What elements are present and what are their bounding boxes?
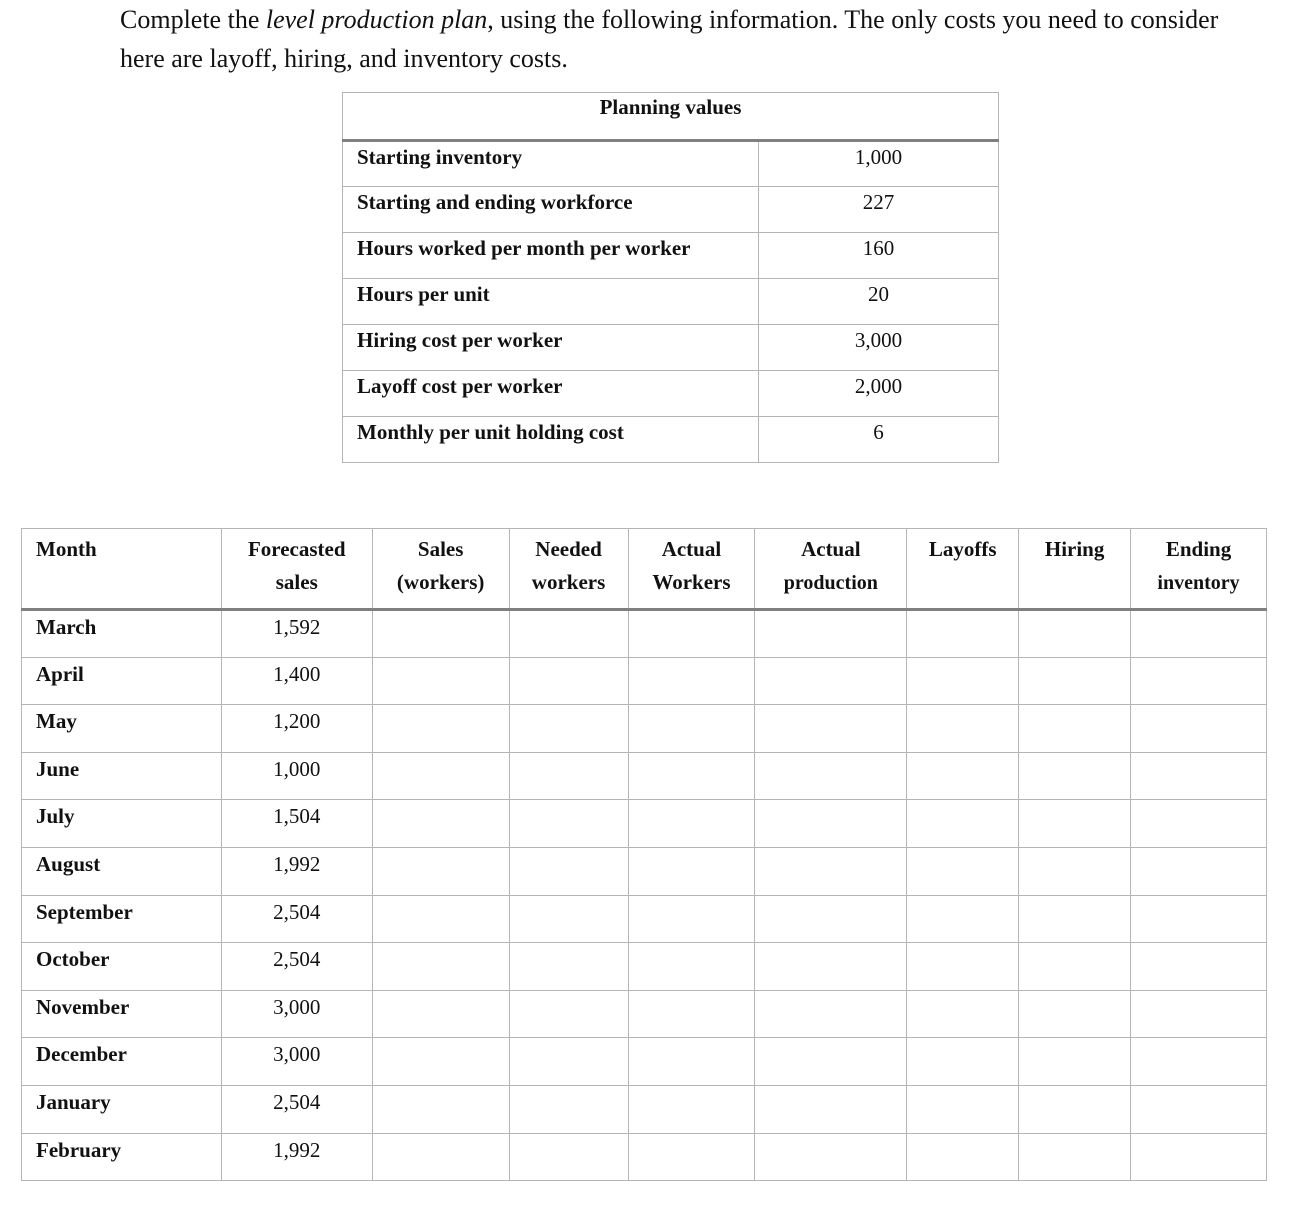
actual-workers-cell[interactable] [628, 1038, 755, 1086]
actual-workers-cell[interactable] [628, 895, 755, 943]
needed-workers-cell[interactable] [509, 1133, 628, 1181]
header-ending-inventory [1131, 529, 1267, 610]
actual-production-cell[interactable] [755, 752, 907, 800]
header-line: production [783, 572, 878, 594]
header-line: Ending [1165, 537, 1232, 561]
hiring-cell[interactable] [1019, 705, 1131, 753]
table-row [22, 895, 1267, 943]
needed-workers-cell[interactable] [509, 705, 628, 753]
sales-workers-cell[interactable] [372, 1133, 509, 1181]
actual-production-cell[interactable] [755, 705, 907, 753]
forecasted-sales-cell: 1,400 [221, 657, 372, 705]
table-row [22, 705, 1267, 753]
sales-workers-cell[interactable] [372, 610, 509, 658]
hiring-cell[interactable] [1019, 895, 1131, 943]
forecasted-sales-cell: 1,200 [221, 705, 372, 753]
actual-production-cell[interactable] [755, 847, 907, 895]
layoffs-cell[interactable] [907, 1133, 1019, 1181]
planning-values-table [342, 92, 999, 463]
header-actual-workers [628, 529, 755, 610]
actual-production-cell[interactable] [755, 800, 907, 848]
layoffs-cell[interactable] [907, 610, 1019, 658]
planning-value-cell: 20 [759, 279, 999, 325]
header-sales-workers [372, 529, 509, 610]
actual-workers-cell[interactable] [628, 1085, 755, 1133]
needed-workers-cell[interactable] [509, 610, 628, 658]
table-row [22, 1133, 1267, 1181]
header-line: Actual [661, 537, 722, 561]
month-cell: January [22, 1085, 222, 1133]
instructions-before: Complete the [120, 5, 266, 34]
planning-value-label: Monthly per unit holding cost [343, 417, 759, 463]
instructions-emphasis: level production plan [265, 5, 488, 34]
header-layoffs [907, 529, 1019, 610]
forecasted-sales-cell: 2,504 [221, 943, 372, 991]
hiring-cell[interactable] [1019, 752, 1131, 800]
hiring-cell[interactable] [1019, 610, 1131, 658]
table-row [22, 990, 1267, 1038]
header-line: Sales [417, 537, 464, 561]
header-line: Month [36, 537, 97, 561]
needed-workers-cell[interactable] [509, 752, 628, 800]
sales-workers-cell[interactable] [372, 1038, 509, 1086]
hiring-cell[interactable] [1019, 800, 1131, 848]
layoffs-cell[interactable] [907, 705, 1019, 753]
header-line: (workers) [396, 570, 485, 594]
forecasted-sales-cell: 2,504 [221, 1085, 372, 1133]
table-row [22, 943, 1267, 991]
ending-inventory-cell[interactable] [1131, 1085, 1267, 1133]
header-hiring [1019, 529, 1131, 610]
sales-workers-cell[interactable] [372, 657, 509, 705]
actual-production-cell[interactable] [755, 990, 907, 1038]
actual-workers-cell[interactable] [628, 943, 755, 991]
sales-workers-cell[interactable] [372, 800, 509, 848]
actual-production-cell[interactable] [755, 1133, 907, 1181]
header-needed-workers [509, 529, 628, 610]
header-line: inventory [1157, 572, 1240, 594]
actual-production-cell[interactable] [755, 1085, 907, 1133]
header-line: Hiring [1044, 537, 1105, 561]
actual-workers-cell[interactable] [628, 1133, 755, 1181]
forecasted-sales-cell: 1,504 [221, 800, 372, 848]
forecasted-sales-cell: 1,992 [221, 847, 372, 895]
layoffs-cell[interactable] [907, 657, 1019, 705]
actual-workers-cell[interactable] [628, 657, 755, 705]
planning-value-cell: 1,000 [759, 141, 999, 187]
hiring-cell[interactable] [1019, 657, 1131, 705]
planning-values-row [343, 325, 999, 371]
layoffs-cell[interactable] [907, 1085, 1019, 1133]
ending-inventory-cell[interactable] [1131, 990, 1267, 1038]
planning-value-label: Hiring cost per worker [343, 325, 759, 371]
sales-workers-cell[interactable] [372, 847, 509, 895]
ending-inventory-cell[interactable] [1131, 943, 1267, 991]
needed-workers-cell[interactable] [509, 943, 628, 991]
planning-value-label: Layoff cost per worker [343, 371, 759, 417]
hiring-cell[interactable] [1019, 1085, 1131, 1133]
actual-production-cell[interactable] [755, 1038, 907, 1086]
ending-inventory-cell[interactable] [1131, 610, 1267, 658]
forecasted-sales-cell: 3,000 [221, 1038, 372, 1086]
needed-workers-cell[interactable] [509, 657, 628, 705]
instructions-text [120, 0, 1240, 78]
table-row [22, 1085, 1267, 1133]
needed-workers-cell[interactable] [509, 990, 628, 1038]
planning-values-header-row [343, 93, 999, 141]
header-month [22, 529, 222, 610]
planning-values-row [343, 417, 999, 463]
layoffs-cell[interactable] [907, 800, 1019, 848]
ending-inventory-cell[interactable] [1131, 752, 1267, 800]
actual-workers-cell[interactable] [628, 752, 755, 800]
instructions-after: , using the following information. The only costs you need to consider here are layoff, hiring, and inventory costs. [120, 5, 1219, 73]
forecasted-sales-cell: 2,504 [221, 895, 372, 943]
month-cell: May [22, 705, 222, 753]
planning-values-title: Planning values [343, 93, 999, 141]
actual-production-cell[interactable] [755, 657, 907, 705]
table-row [22, 752, 1267, 800]
planning-values-row [343, 141, 999, 187]
header-forecasted-sales [221, 529, 372, 610]
sales-workers-cell[interactable] [372, 705, 509, 753]
actual-production-cell[interactable] [755, 895, 907, 943]
planning-value-label: Starting inventory [343, 141, 759, 187]
sales-workers-cell[interactable] [372, 752, 509, 800]
needed-workers-cell[interactable] [509, 800, 628, 848]
planning-values-row [343, 187, 999, 233]
header-line: Layoffs [928, 537, 997, 561]
actual-workers-cell[interactable] [628, 800, 755, 848]
forecasted-sales-cell: 1,992 [221, 1133, 372, 1181]
layoffs-cell[interactable] [907, 847, 1019, 895]
planning-value-label: Starting and ending workforce [343, 187, 759, 233]
actual-workers-cell[interactable] [628, 990, 755, 1038]
forecasted-sales-cell: 1,000 [221, 752, 372, 800]
header-line: workers [531, 570, 606, 594]
month-cell: November [22, 990, 222, 1038]
ending-inventory-cell[interactable] [1131, 1133, 1267, 1181]
ending-inventory-cell[interactable] [1131, 847, 1267, 895]
month-cell: August [22, 847, 222, 895]
month-cell: December [22, 1038, 222, 1086]
header-actual-production [755, 529, 907, 610]
header-line: Needed [535, 537, 602, 561]
month-cell: April [22, 657, 222, 705]
layoffs-cell[interactable] [907, 990, 1019, 1038]
sales-workers-cell[interactable] [372, 943, 509, 991]
planning-value-cell: 2,000 [759, 371, 999, 417]
actual-workers-cell[interactable] [628, 705, 755, 753]
actual-production-cell[interactable] [755, 610, 907, 658]
header-line: sales [275, 570, 318, 594]
planning-values-row [343, 371, 999, 417]
header-line: Actual [801, 537, 861, 561]
month-cell: October [22, 943, 222, 991]
planning-values-row [343, 233, 999, 279]
month-cell: March [22, 610, 222, 658]
plan-header-row [22, 529, 1267, 610]
planning-values-row [343, 279, 999, 325]
ending-inventory-cell[interactable] [1131, 895, 1267, 943]
hiring-cell[interactable] [1019, 990, 1131, 1038]
hiring-cell[interactable] [1019, 1133, 1131, 1181]
needed-workers-cell[interactable] [509, 1038, 628, 1086]
planning-value-label: Hours per unit [343, 279, 759, 325]
ending-inventory-cell[interactable] [1131, 657, 1267, 705]
month-cell: September [22, 895, 222, 943]
ending-inventory-cell[interactable] [1131, 705, 1267, 753]
header-line: Forecasted [247, 537, 346, 561]
planning-value-cell: 3,000 [759, 325, 999, 371]
layoffs-cell[interactable] [907, 752, 1019, 800]
sales-workers-cell[interactable] [372, 1085, 509, 1133]
actual-workers-cell[interactable] [628, 610, 755, 658]
planning-value-cell: 227 [759, 187, 999, 233]
table-row [22, 657, 1267, 705]
layoffs-cell[interactable] [907, 1038, 1019, 1086]
sales-workers-cell[interactable] [372, 895, 509, 943]
ending-inventory-cell[interactable] [1131, 1038, 1267, 1086]
table-row [22, 800, 1267, 848]
hiring-cell[interactable] [1019, 1038, 1131, 1086]
forecasted-sales-cell: 3,000 [221, 990, 372, 1038]
month-cell: June [22, 752, 222, 800]
planning-value-label: Hours worked per month per worker [343, 233, 759, 279]
hiring-cell[interactable] [1019, 943, 1131, 991]
needed-workers-cell[interactable] [509, 847, 628, 895]
actual-production-cell[interactable] [755, 943, 907, 991]
planning-value-cell: 160 [759, 233, 999, 279]
ending-inventory-cell[interactable] [1131, 800, 1267, 848]
forecasted-sales-cell: 1,592 [221, 610, 372, 658]
production-plan-table [21, 528, 1267, 1181]
sales-workers-cell[interactable] [372, 990, 509, 1038]
hiring-cell[interactable] [1019, 847, 1131, 895]
table-row [22, 1038, 1267, 1086]
planning-value-cell: 6 [759, 417, 999, 463]
month-cell: July [22, 800, 222, 848]
needed-workers-cell[interactable] [509, 895, 628, 943]
layoffs-cell[interactable] [907, 943, 1019, 991]
header-line: Workers [652, 570, 731, 594]
month-cell: February [22, 1133, 222, 1181]
actual-workers-cell[interactable] [628, 847, 755, 895]
needed-workers-cell[interactable] [509, 1085, 628, 1133]
table-row [22, 847, 1267, 895]
layoffs-cell[interactable] [907, 895, 1019, 943]
table-row [22, 610, 1267, 658]
